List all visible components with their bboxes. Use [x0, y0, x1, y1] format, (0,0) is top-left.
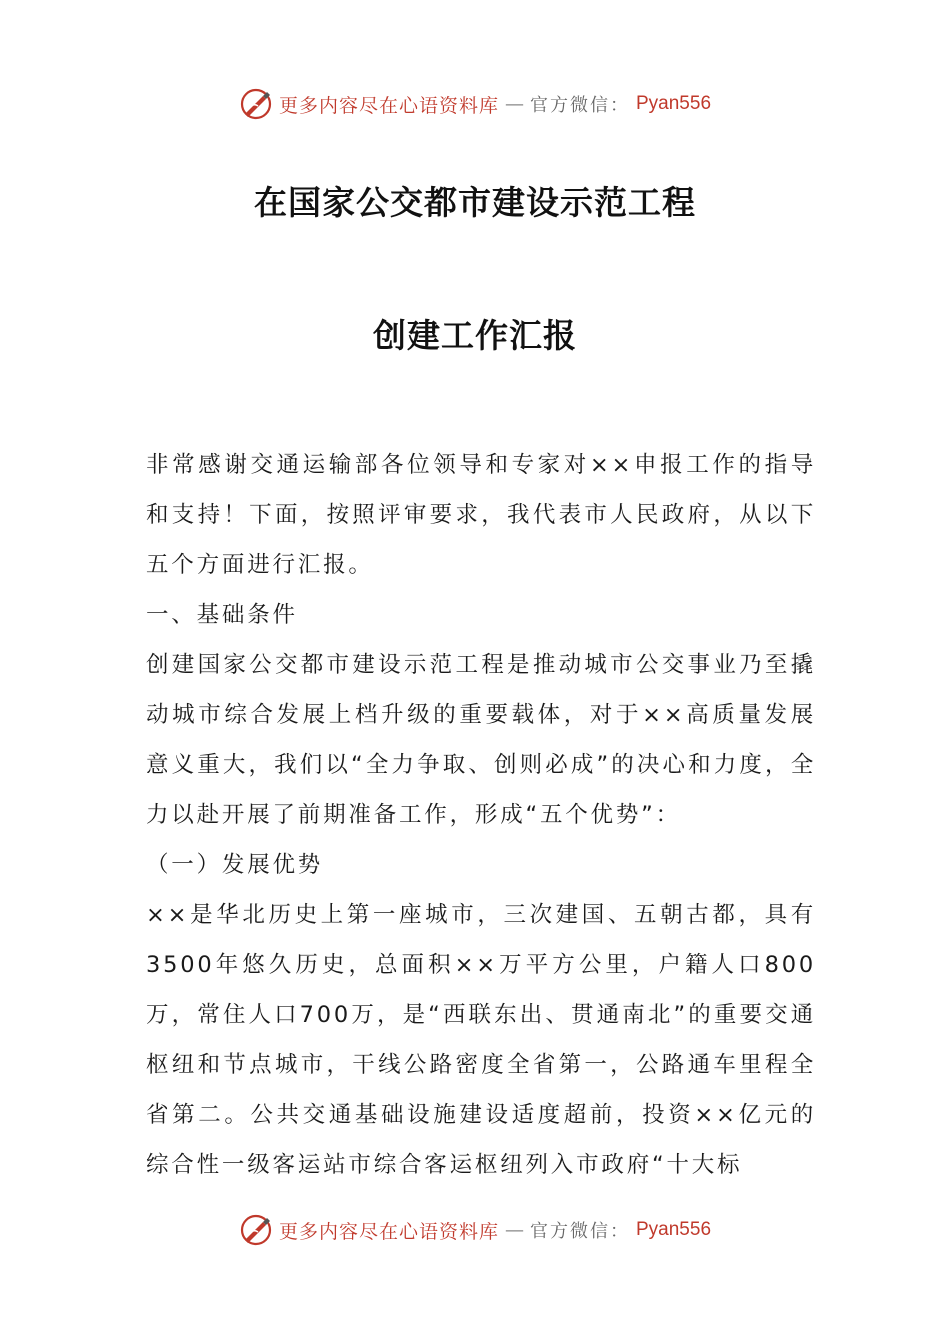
- pen-logo-icon: [239, 1213, 273, 1247]
- pen-logo-icon: [239, 87, 273, 121]
- body-paragraph-development-advantage: ××是华北历史上第一座城市，三次建国、五朝古都，具有3500年悠久历史，总面积××万平方公里，户籍人口800万，常住人口700万，是“西联东出、贯通南北”的重要交通枢纽和节点城市，干线公路密度全省第一，公路通车里程全省第二。公共交通基础设施建设适度超前，投资××亿元的综合性一级客运站市综合客运枢纽列入市政府“十大标: [146, 902, 816, 1178]
- banner-separator: —: [505, 93, 524, 115]
- header-watermark-banner: [0, 84, 950, 124]
- banner-main-text: 更多内容尽在心语资料库: [278, 1220, 499, 1243]
- subsection-heading-development-advantage: （一）发展优势: [146, 852, 324, 878]
- body-paragraph-intro: 非常感谢交通运输部各位领导和专家对××申报工作的指导和支持！下面，按照评审要求，我代表市人民政府，从以下五个方面进行汇报。: [146, 452, 816, 578]
- banner-wechat-id: Pyan556: [636, 1219, 712, 1240]
- body-paragraph-basic-conditions: 创建国家公交都市建设示范工程是推动城市公交事业乃至撬动城市综合发展上档升级的重要载体，对于××高质量发展意义重大，我们以“全力争取、创则必成”的决心和力度，全力以赴开展了前期准备工作，形成“五个优势”：: [146, 652, 816, 828]
- footer-watermark-banner: [0, 1210, 950, 1250]
- document-title-line-2: 创建工作汇报: [373, 316, 577, 355]
- banner-wechat-id: Pyan556: [636, 93, 712, 114]
- document-title-line-1: 在国家公交都市建设示范工程: [254, 183, 696, 222]
- banner-wechat-label: 官方微信：: [530, 95, 630, 116]
- banner-main-text: 更多内容尽在心语资料库: [278, 94, 499, 117]
- banner-separator: —: [505, 1219, 524, 1241]
- banner-wechat-label: 官方微信：: [530, 1221, 630, 1242]
- section-heading-basic-conditions: 一、基础条件: [146, 602, 298, 628]
- document-body: [146, 440, 816, 1190]
